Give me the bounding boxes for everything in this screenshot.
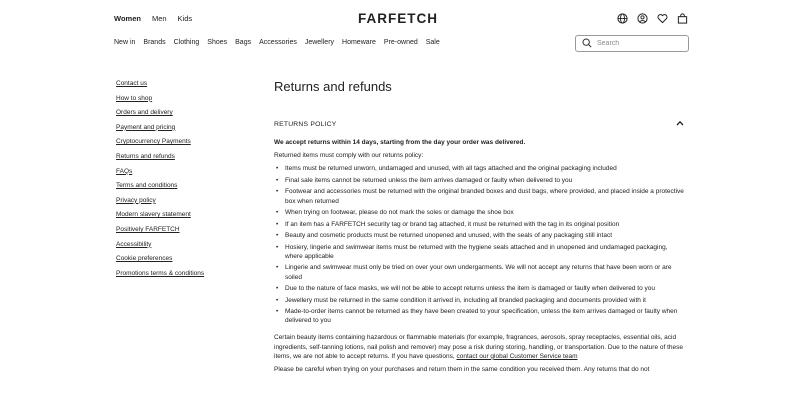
customer-service-link[interactable]: contact our global Customer Service team [456, 352, 578, 360]
help-sidebar [116, 79, 256, 283]
heart-icon[interactable] [656, 12, 669, 25]
list-item: • Beauty and cosmetic products must be returned unopened and unused, with the seals of any packaging still intact [274, 231, 684, 240]
policy-lead: We accept returns within 14 days, starting from the day your order was delivered. [274, 139, 526, 146]
nav-accessories[interactable]: Accessories [259, 39, 297, 46]
sidebar-item-cryptocurrency[interactable]: Cryptocurrency Payments [116, 138, 191, 146]
top-header [0, 0, 800, 58]
returns-policy-accordion-header[interactable] [274, 118, 684, 130]
policy-rules-list [274, 164, 684, 325]
list-item: • If an item has a FARFETCH security tag or brand tag attached, it must be returned with the tag in its original position [274, 220, 684, 229]
beauty-items-paragraph [274, 333, 684, 361]
nav-clothing[interactable]: Clothing [173, 39, 200, 46]
sidebar-item-cookie-preferences[interactable]: Cookie preferences [116, 255, 173, 263]
search-icon [582, 35, 592, 53]
list-item: • Due to the nature of face masks, we will not be able to accept returns unless the item is damaged or faulty when delivered to you [274, 284, 684, 293]
tab-men[interactable]: Men [151, 14, 167, 23]
sidebar-item-how-to-shop[interactable]: How to shop [116, 94, 153, 102]
chevron-up-icon [676, 120, 684, 128]
sidebar-item-orders-delivery[interactable]: Orders and delivery [116, 109, 173, 117]
nav-brands[interactable]: Brands [143, 39, 166, 46]
category-nav [114, 39, 440, 46]
globe-icon[interactable] [616, 12, 629, 25]
sidebar-item-accessibility[interactable]: Accessibility [116, 240, 152, 248]
sidebar-item-payment-pricing[interactable]: Payment and pricing [116, 123, 176, 131]
sidebar-item-terms[interactable]: Terms and conditions [116, 182, 178, 190]
beauty-items-text: Certain beauty items containing hazardous or flammable materials (for example, fragrances, aerosols, spray receptacles, essential oils, acid ingredients, self-tanning lotions, nail polish and remover) may pose a risk during storing, handling, or transportation. Due to the nature of these items, we are not able to accept returns. If you have questions, [274, 334, 684, 360]
list-item: • Made-to-order items cannot be returned as they have been created to your specification, unless the item arrives damaged or faulty when delivered to you [274, 307, 684, 325]
list-item: • Footwear and accessories must be returned with the original branded boxes and dust bags, where provided, and placed inside a protective box when returned [274, 187, 684, 205]
sidebar-item-positively-farfetch[interactable]: Positively FARFETCH [116, 225, 180, 233]
sidebar-item-privacy[interactable]: Privacy policy [116, 196, 156, 204]
sidebar-item-contact-us[interactable]: Contact us [116, 80, 148, 87]
careful-paragraph: Please be careful when trying on your purchases and return them in the same condition you received them. Any returns that do not [274, 366, 650, 374]
returns-policy-content [274, 138, 684, 374]
sidebar-item-modern-slavery[interactable]: Modern slavery statement [116, 211, 191, 219]
bag-icon[interactable] [676, 12, 689, 25]
main-content [274, 78, 684, 374]
list-item: • Lingerie and swimwear must only be tried on over your own undergarments. We will not accept any returns that have been worn or are soiled [274, 263, 684, 281]
section-title: RETURNS POLICY [274, 120, 337, 128]
nav-jewellery[interactable]: Jewellery [304, 39, 335, 46]
tab-women[interactable]: Women [114, 14, 141, 23]
header-icons [616, 12, 689, 25]
sidebar-item-faqs[interactable]: FAQs [116, 167, 133, 175]
nav-sale[interactable]: Sale [425, 39, 440, 46]
list-item: • Hosiery, lingerie and swimwear items must be returned with the hygiene seals attached and in unopened and undamaged packaging, where applicable [274, 243, 684, 261]
search-box[interactable] [575, 35, 689, 52]
gender-tabs [114, 14, 192, 23]
nav-pre-owned[interactable]: Pre-owned [383, 39, 418, 46]
list-item: • When trying on footwear, please do not mark the soles or damage the shoe box [274, 208, 684, 217]
search-input[interactable] [597, 40, 677, 47]
nav-bags[interactable]: Bags [235, 39, 252, 46]
sidebar-item-returns-refunds[interactable]: Returns and refunds [116, 152, 175, 160]
tab-kids[interactable]: Kids [177, 14, 193, 23]
nav-shoes[interactable]: Shoes [207, 39, 228, 46]
sidebar-item-promotions-terms[interactable]: Promotions terms & conditions [116, 269, 205, 277]
list-item: • Jewellery must be returned in the same condition it arrived in, including all branded packaging and documents provided with it [274, 296, 684, 305]
nav-homeware[interactable]: Homeware [342, 39, 376, 46]
policy-intro: Returned items must comply with our returns policy: [274, 152, 424, 160]
page-title: Returns and refunds [274, 79, 392, 94]
nav-new-in[interactable]: New in [114, 39, 136, 46]
farfetch-logo[interactable]: FARFETCH [358, 11, 438, 26]
list-item: • Final sale items cannot be returned unless the item arrives damaged or faulty when delivered to you [274, 176, 684, 185]
user-icon[interactable] [636, 12, 649, 25]
list-item: • Items must be returned unworn, undamaged and unused, with all tags attached and the original packaging included [274, 164, 684, 173]
